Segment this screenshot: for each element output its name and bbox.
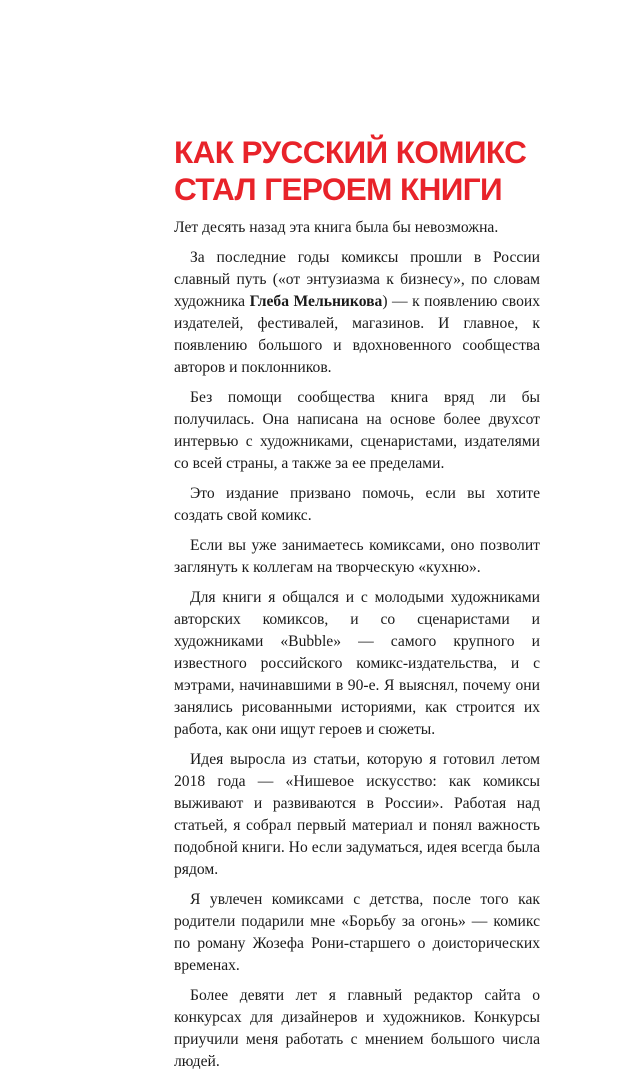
paragraph-6: Для книги я общался и с молодыми художниками авторских комиксов, и со сценаристами и художниками «Bubble» — самого крупного и известного российского комикс-издательства, и с мэтрами, начинавшими в 90-е. Я выяснял, почему они занялись рисованными историями, как строится их работа, как они ищут героев и сюжеты.	[174, 589, 540, 738]
paragraph-2-text-end: ) — к появлению своих издателей, фестивалей, магазинов. И главное, к появлению большого и вдохновенного сообщества авторов и поклонников.	[174, 293, 541, 376]
paragraph-2-text-start: За последние годы комиксы прошли в России славный путь («от энтузиазма к бизнесу», по словам художника	[174, 249, 540, 310]
artist-name: Глеба Мельникова	[249, 293, 383, 310]
paragraph-5: Если вы уже занимаетесь комиксами, оно позволит заглянуть к коллегам на творческую «кухню».	[174, 537, 540, 576]
chapter-title-line-2: СТАЛ ГЕРОЕМ КНИГИ	[174, 171, 503, 207]
book-page	[174, 134, 540, 1081]
paragraph-9: Более девяти лет я главный редактор сайта о конкурсах для дизайнеров и художников. Конкурсы приучили меня работать с мнением большого числа людей.	[174, 987, 540, 1070]
paragraph-4: Это издание призвано помочь, если вы хотите создать свой комикс.	[174, 485, 540, 524]
paragraph-8: Я увлечен комиксами с детства, после того как родители подарили мне «Борьбу за огонь» — комикс по роману Жозефа Рони-старшего о доисторических временах.	[174, 891, 540, 974]
paragraph-3: Без помощи сообщества книга вряд ли бы получилась. Она написана на основе более двухсот интервью с художниками, сценаристами, издателями со всей страны, а также за ее пределами.	[174, 389, 540, 472]
chapter-title	[174, 134, 540, 208]
chapter-title-line-1: КАК РУССКИЙ КОМИКС	[174, 134, 527, 170]
paragraph-1: Лет десять назад эта книга была бы невозможна.	[174, 219, 499, 236]
paragraph-2	[174, 247, 540, 379]
paragraph-7: Идея выросла из статьи, которую я готовил летом 2018 года — «Нишевое искусство: как комиксы выживают и развиваются в России». Работая над статьей, я собрал первый материал и понял важность подобной книги. Но если задуматься, идея всегда была рядом.	[174, 751, 540, 878]
